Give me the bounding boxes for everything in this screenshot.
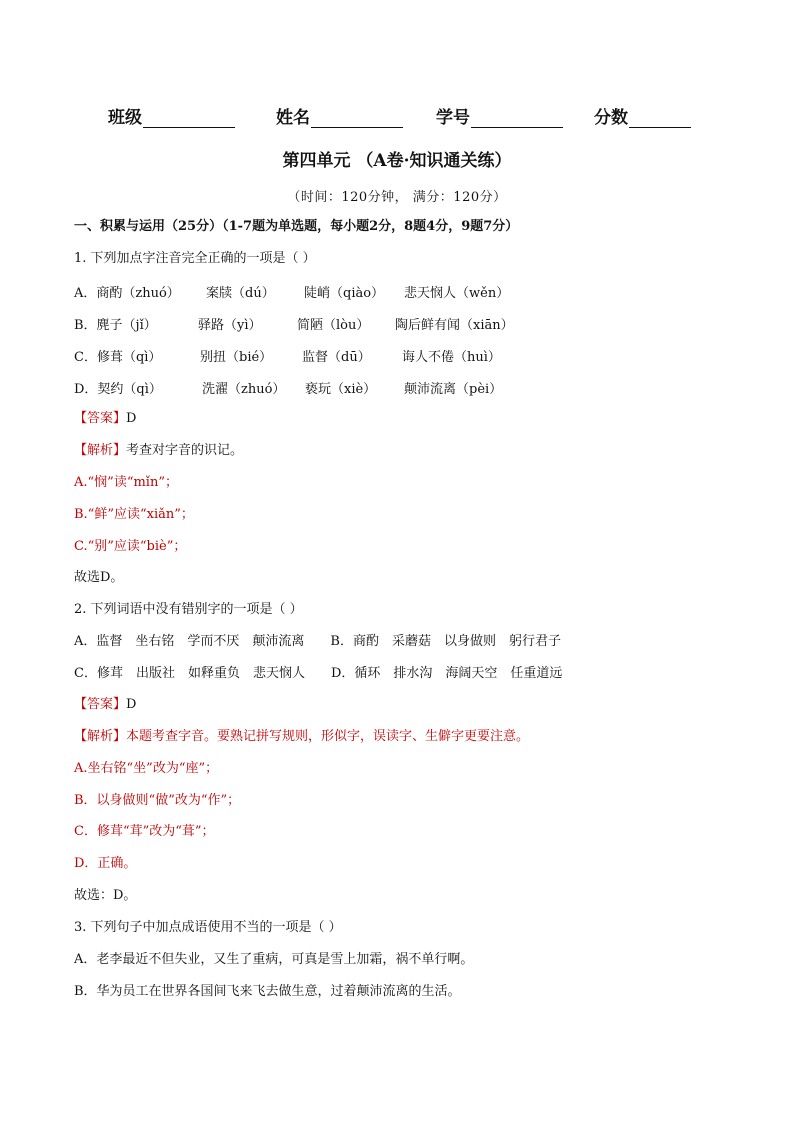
- class-label: 班级: [108, 108, 142, 128]
- q2-note-d: D．正确。: [74, 856, 137, 871]
- q1-note-a: A.“悯”读“mǐn”；: [74, 475, 178, 490]
- q1-note-c: C.“别”应读“biè”；: [74, 539, 187, 554]
- answer-value: D: [126, 411, 137, 426]
- q1-option-a-3: 陡峭（qiào）: [304, 286, 385, 301]
- unit-title: 第四单元 （A卷·知识通关练）: [282, 151, 512, 171]
- analysis-text: 本题考查字音。要熟记拼写规则，形似字，误读字、生僻字更要注意。: [126, 729, 530, 744]
- q1-option-c-2: 别扭（bié）: [200, 350, 273, 365]
- score-label: 分数: [594, 108, 628, 128]
- student-id-blank[interactable]: [471, 107, 563, 128]
- answer-tag: 【答案】: [74, 411, 127, 426]
- name-label: 姓名: [276, 108, 310, 128]
- q1-option-c-3: 监督（dū）: [302, 350, 371, 365]
- question-1-stem: 1. 下列加点字注音完全正确的一项是（ ）: [74, 251, 316, 266]
- answer-value: D: [126, 697, 137, 712]
- q1-option-d-1: D．契约（qì）: [74, 382, 162, 397]
- q1-option-c-4: 诲人不倦（huì）: [402, 350, 501, 365]
- q2-note-b: B．以身做则“做”改为“作”；: [74, 793, 241, 808]
- q1-note-b: B.“鲜”应读“xiǎn”；: [74, 507, 194, 522]
- q1-option-b-1: B．麂子（jǐ）: [74, 318, 157, 333]
- question-2-answer: [74, 696, 136, 714]
- class-blank[interactable]: [143, 107, 235, 128]
- student-id-field[interactable]: [436, 103, 563, 128]
- student-id-label: 学号: [436, 108, 470, 128]
- q2-conclusion: 故选：D。: [74, 888, 137, 903]
- name-blank[interactable]: [311, 107, 403, 128]
- analysis-tag: 【解析】: [74, 729, 127, 744]
- question-1-answer: [74, 410, 136, 428]
- q2-options-ab: A．监督 坐右铭 学而不厌 颠沛流离 B．商酌 采蘑菇 以身做则 躬行君子: [74, 634, 561, 649]
- q1-option-a-4: 悲天悯人（wěn）: [404, 286, 510, 301]
- q1-option-c-1: C．修葺（qì）: [74, 350, 162, 365]
- q1-conclusion: 故选D。: [74, 570, 124, 585]
- name-field[interactable]: [276, 103, 403, 128]
- q1-option-b-2: 驿路（yì）: [198, 318, 262, 333]
- question-1-analysis: [74, 442, 243, 460]
- section-heading: 一、积累与运用（25分）（1-7题为单选题，每小题2分，8题4分，9题7分）: [74, 219, 519, 234]
- q1-option-a-2: 案牍（dú）: [206, 286, 275, 301]
- question-3-stem: 3. 下列句子中加点成语使用不当的一项是（ ）: [74, 920, 342, 935]
- q1-option-d-4: 颠沛流离（pèi）: [404, 382, 503, 397]
- class-field[interactable]: [108, 103, 235, 128]
- score-field[interactable]: [594, 103, 691, 128]
- analysis-text: 考查对字音的识记。: [126, 443, 244, 458]
- q1-option-a-1: A．商酌（zhuó）: [74, 286, 180, 301]
- score-blank[interactable]: [629, 107, 691, 128]
- analysis-tag: 【解析】: [74, 443, 127, 458]
- question-2-stem: 2. 下列词语中没有错别字的一项是（ ）: [74, 602, 303, 617]
- exam-time-score: （时间：120分钟， 满分：120分）: [287, 190, 507, 205]
- student-info-header: [108, 103, 708, 131]
- q1-option-b-3: 简陋（lòu）: [297, 318, 370, 333]
- q2-note-c: C．修茸“茸”改为“葺”；: [74, 824, 215, 839]
- q3-option-b: B．华为员工在世界各国间飞来飞去做生意，过着颠沛流离的生活。: [74, 984, 461, 999]
- q1-option-d-3: 亵玩（xiè）: [305, 382, 377, 397]
- q3-option-a: A．老李最近不但失业，又生了重病，可真是雪上加霜，祸不单行啊。: [74, 952, 474, 967]
- answer-tag: 【答案】: [74, 697, 127, 712]
- q2-options-cd: C．修茸 出版社 如释重负 悲天悯人 D．循环 排水沟 海阔天空 任重道远: [74, 666, 563, 681]
- q1-option-b-4: 陶后鲜有闻（xiān）: [395, 318, 514, 333]
- q1-option-d-2: 洗濯（zhuó）: [202, 382, 286, 397]
- question-2-analysis: [74, 728, 529, 746]
- q2-note-a: A.坐右铭“坐”改为“座”；: [74, 761, 219, 776]
